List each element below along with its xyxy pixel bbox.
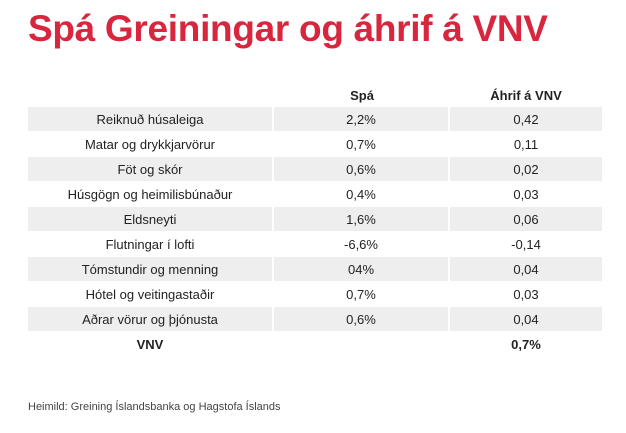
cpi-impact-cell: 0,04 — [450, 256, 602, 281]
category-cell: Flutningar í lofti — [28, 231, 274, 256]
category-cell: Eldsneyti — [28, 206, 274, 231]
category-cell: Húsgögn og heimilisbúnaður — [28, 181, 274, 206]
total-cpi-impact-cell: 0,7% — [450, 331, 602, 356]
source-note: Heimild: Greining Íslandsbanka og Hagstofa Íslands — [28, 401, 281, 413]
table-row — [28, 106, 602, 131]
cpi-impact-cell: 0,06 — [450, 206, 602, 231]
table-row — [28, 206, 602, 231]
category-cell: Hótel og veitingastaðir — [28, 281, 274, 306]
cpi-impact-cell: 0,42 — [450, 106, 602, 131]
column-header-category — [28, 84, 274, 106]
table-row — [28, 181, 602, 206]
category-cell: Föt og skór — [28, 156, 274, 181]
category-cell: Tómstundir og menning — [28, 256, 274, 281]
forecast-cell: 2,2% — [274, 106, 450, 131]
table-row — [28, 231, 602, 256]
forecast-cell: -6,6% — [274, 231, 450, 256]
table-row — [28, 131, 602, 156]
forecast-cell: 0,7% — [274, 281, 450, 306]
table-header-row — [28, 84, 602, 106]
cpi-impact-cell: 0,11 — [450, 131, 602, 156]
column-header-forecast: Spá — [274, 84, 450, 106]
total-label-cell: VNV — [28, 331, 274, 356]
table-row — [28, 281, 602, 306]
cpi-impact-cell: 0,04 — [450, 306, 602, 331]
table-row — [28, 256, 602, 281]
forecast-table — [28, 84, 602, 356]
category-cell: Reiknuð húsaleiga — [28, 106, 274, 131]
total-forecast-cell — [274, 331, 450, 356]
forecast-cell: 04% — [274, 256, 450, 281]
forecast-cell: 0,6% — [274, 306, 450, 331]
table-row — [28, 306, 602, 331]
forecast-cell: 0,7% — [274, 131, 450, 156]
cpi-impact-cell: 0,03 — [450, 181, 602, 206]
forecast-cell: 0,6% — [274, 156, 450, 181]
forecast-cell: 0,4% — [274, 181, 450, 206]
cpi-impact-cell: -0,14 — [450, 231, 602, 256]
cpi-impact-cell: 0,02 — [450, 156, 602, 181]
page-title: Spá Greiningar og áhrif á VNV — [28, 8, 548, 49]
table-row — [28, 156, 602, 181]
column-header-cpi-impact: Áhrif á VNV — [450, 84, 602, 106]
total-row — [28, 331, 602, 356]
category-cell: Aðrar vörur og þjónusta — [28, 306, 274, 331]
cpi-impact-cell: 0,03 — [450, 281, 602, 306]
category-cell: Matar og drykkjarvörur — [28, 131, 274, 156]
forecast-cell: 1,6% — [274, 206, 450, 231]
